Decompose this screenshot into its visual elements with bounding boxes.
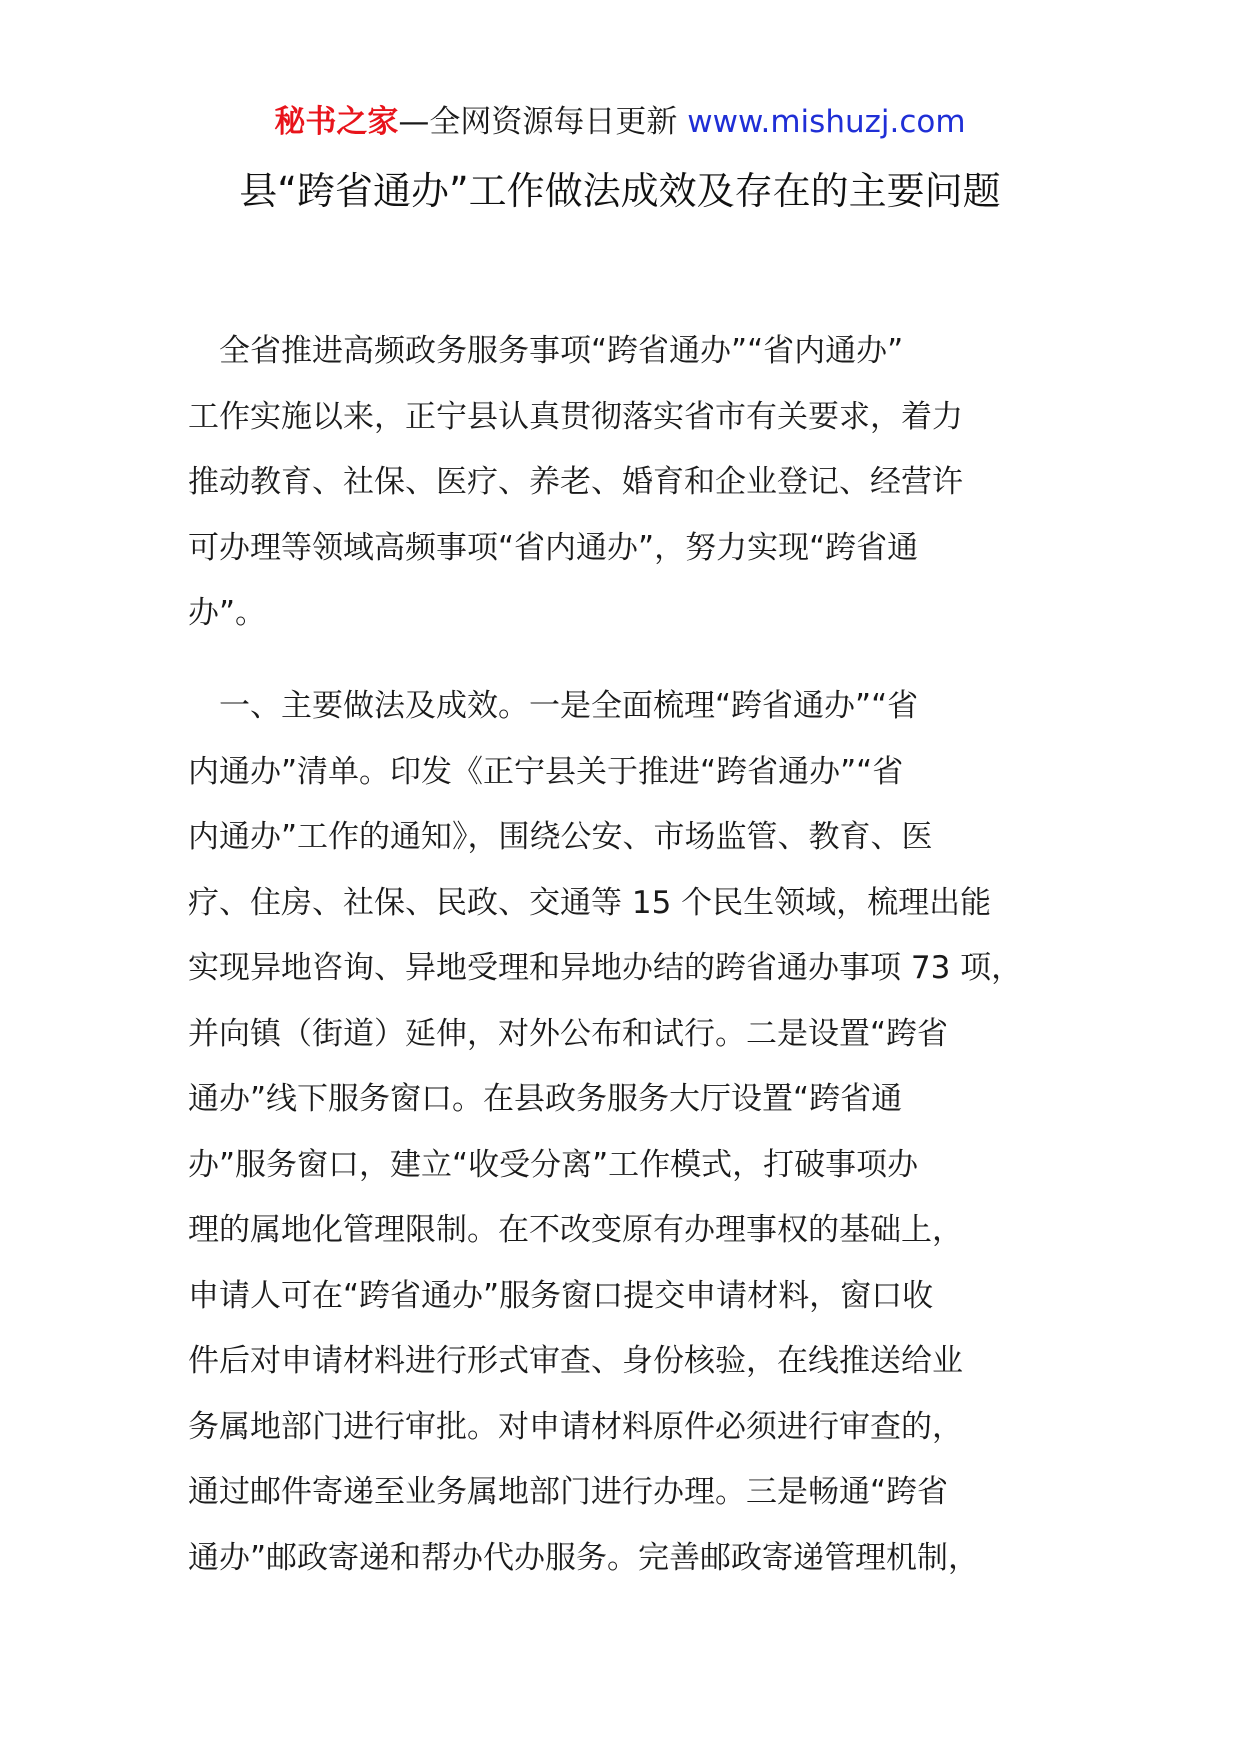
paragraph-section-one [188, 674, 1068, 1591]
paragraph-line: 实现异地咨询、异地受理和异地办结的跨省通办事项 73 项， [188, 950, 1023, 986]
paragraph-line: 一、主要做法及成效。一是全面梳理“跨省通办”“省 [188, 688, 919, 724]
paragraph-line: 办”。 [188, 595, 267, 631]
paragraph-line: 通办”线下服务窗口。在县政务服务大厅设置“跨省通 [188, 1081, 903, 1117]
paragraph-intro [188, 319, 1068, 647]
paragraph-line: 内通办”工作的通知》，围绕公安、市场监管、教育、医 [188, 819, 933, 855]
paragraph-line: 并向镇（街道）延伸，对外公布和试行。二是设置“跨省 [188, 1015, 949, 1052]
site-tagline: —全网资源每日更新 [398, 104, 688, 140]
paragraph-line: 可办理等领域高频事项“省内通办”，努力实现“跨省通 [188, 529, 919, 566]
paragraph-line: 务属地部门进行审批。对申请材料原件必须进行审查的， [188, 1408, 963, 1445]
paragraph-line: 通过邮件寄递至业务属地部门进行办理。三是畅通“跨省 [188, 1474, 949, 1510]
paragraph-line: 内通办”清单。印发《正宁县关于推进“跨省通办”“省 [188, 753, 904, 790]
paragraph-line: 工作实施以来，正宁县认真贯彻落实省市有关要求，着力 [188, 398, 963, 435]
site-url-link[interactable]: www.mishuzj.com [687, 104, 966, 140]
paragraph-line: 通办”邮政寄递和帮办代办服务。完善邮政寄递管理机制， [188, 1539, 980, 1576]
paragraph-line: 件后对申请材料进行形式审查、身份核验，在线推送给业 [188, 1343, 963, 1379]
paragraph-line: 推动教育、社保、医疗、养老、婚育和企业登记、经营许 [188, 464, 963, 500]
site-header [0, 100, 1240, 144]
paragraph-line: 申请人可在“跨省通办”服务窗口提交申请材料，窗口收 [188, 1277, 934, 1314]
paragraph-line: 办”服务窗口，建立“收受分离”工作模式，打破事项办 [188, 1146, 919, 1183]
brand-name: 秘书之家 [274, 104, 399, 140]
document-title: 县“跨省通办”工作做法成效及存在的主要问题 [239, 169, 1001, 213]
paragraph-line: 疗、住房、社保、民政、交通等 15 个民生领域，梳理出能 [188, 884, 992, 921]
paragraph-line: 理的属地化管理限制。在不改变原有办理事权的基础上， [188, 1212, 963, 1248]
paragraph-line: 全省推进高频政务服务事项“跨省通办”“省内通办” [188, 333, 904, 369]
